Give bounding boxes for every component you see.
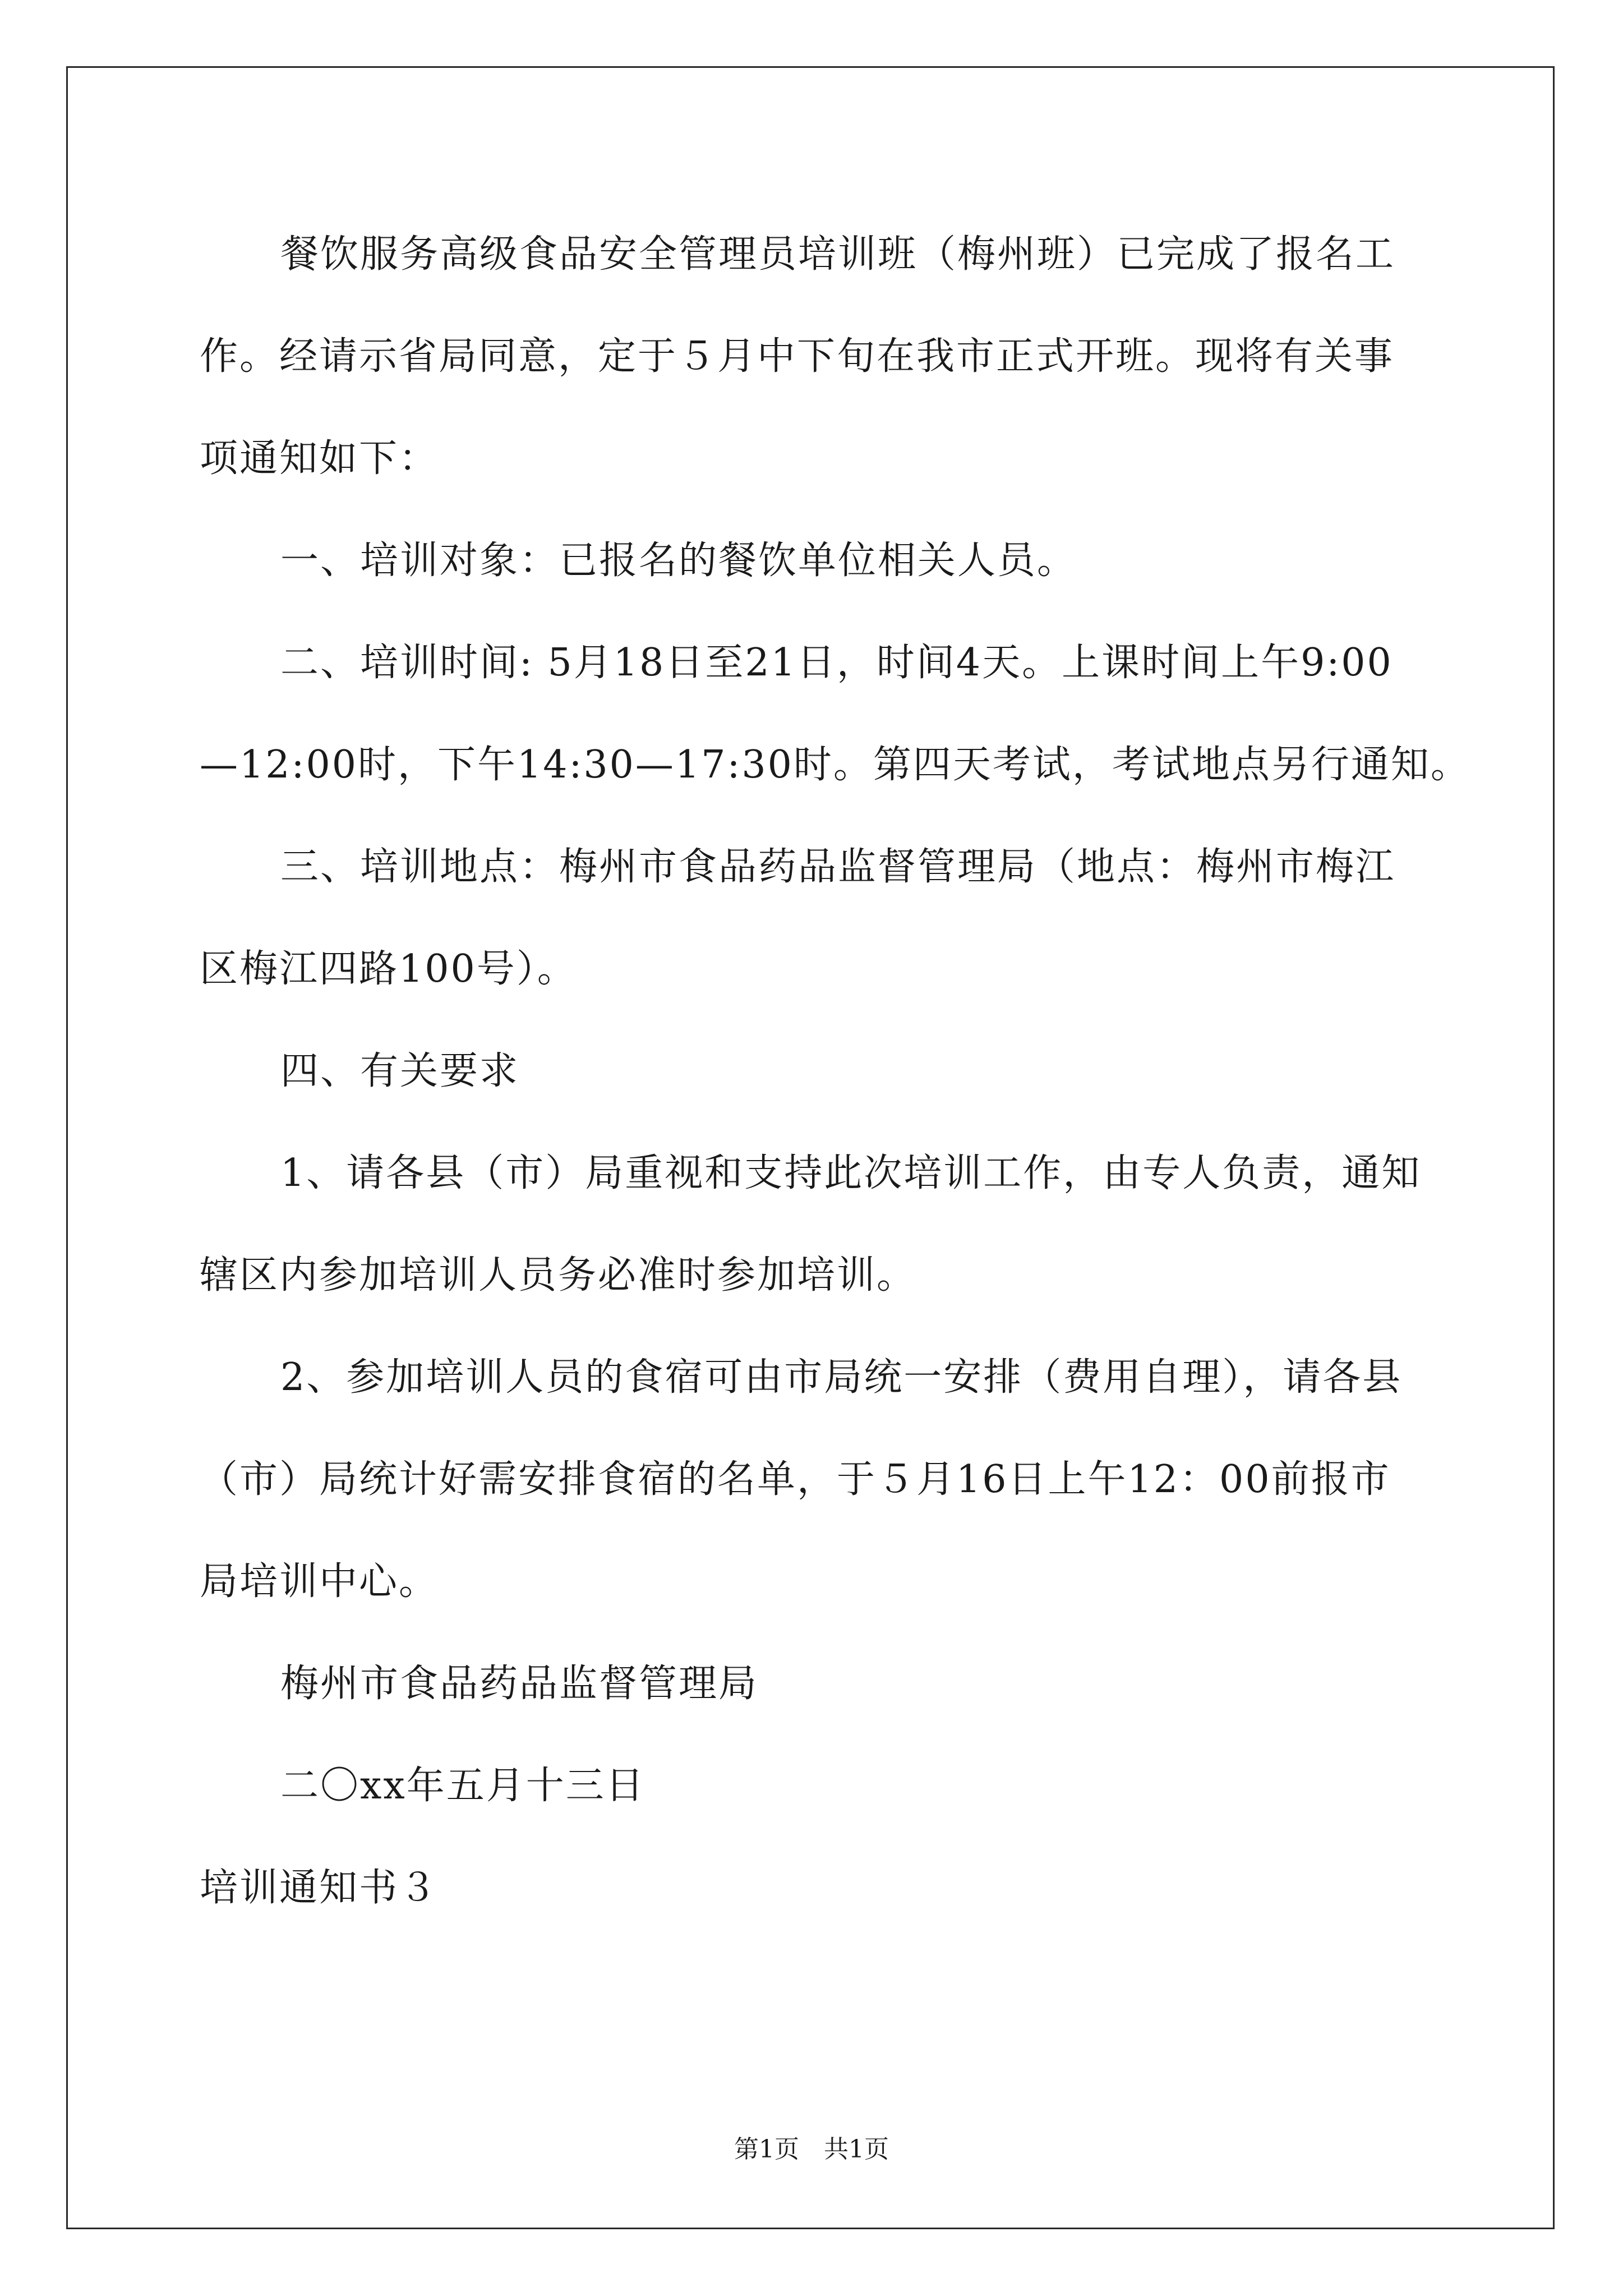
next-section-title: 培训通知书３ xyxy=(200,1866,439,1910)
requirement-2-line-2: （市）局统计好需安排食宿的名单，于５月16日上午12：00前报市 xyxy=(200,1457,1391,1502)
paragraph-intro-line-1: 餐饮服务高级食品安全管理员培训班（梅州班）已完成了报名工 xyxy=(280,232,1396,277)
signature-organization: 梅州市食品药品监督管理局 xyxy=(280,1662,759,1706)
requirement-2-line-1: 2、参加培训人员的食宿可由市局统一安排（费用自理），请各县 xyxy=(280,1355,1403,1400)
page-footer: 第1页 共1页 xyxy=(734,2135,889,2164)
requirement-1-line-2: 辖区内参加培训人员务必准时参加培训。 xyxy=(200,1253,917,1297)
section-2-time-line-1: 二、培训时间: 5月18日至21日，时间4天。上课时间上午9:00 xyxy=(280,641,1393,685)
signature-date: 二〇xx年五月十三日 xyxy=(280,1764,645,1808)
section-4-heading: 四、有关要求 xyxy=(280,1049,520,1093)
section-2-time-line-2: —12:00时，下午14:30—17:30时。第四天考试，考试地点另行通知。 xyxy=(200,743,1470,787)
requirement-2-line-3: 局培训中心。 xyxy=(200,1559,439,1604)
section-3-location-line-2: 区梅江四路100号）。 xyxy=(200,947,577,991)
paragraph-intro-line-3: 项通知如下： xyxy=(200,436,439,481)
section-3-location-line-1: 三、培训地点：梅州市食品药品监督管理局（地点：梅州市梅江 xyxy=(280,845,1396,889)
section-1-trainees: 一、培训对象：已报名的餐饮单位相关人员。 xyxy=(280,539,1077,583)
requirement-1-line-1: 1、请各县（市）局重视和支持此次培训工作，由专人负责，通知 xyxy=(280,1151,1422,1195)
paragraph-intro-line-2: 作。经请示省局同意，定于５月中下旬在我市正式开班。现将有关事 xyxy=(200,334,1395,379)
